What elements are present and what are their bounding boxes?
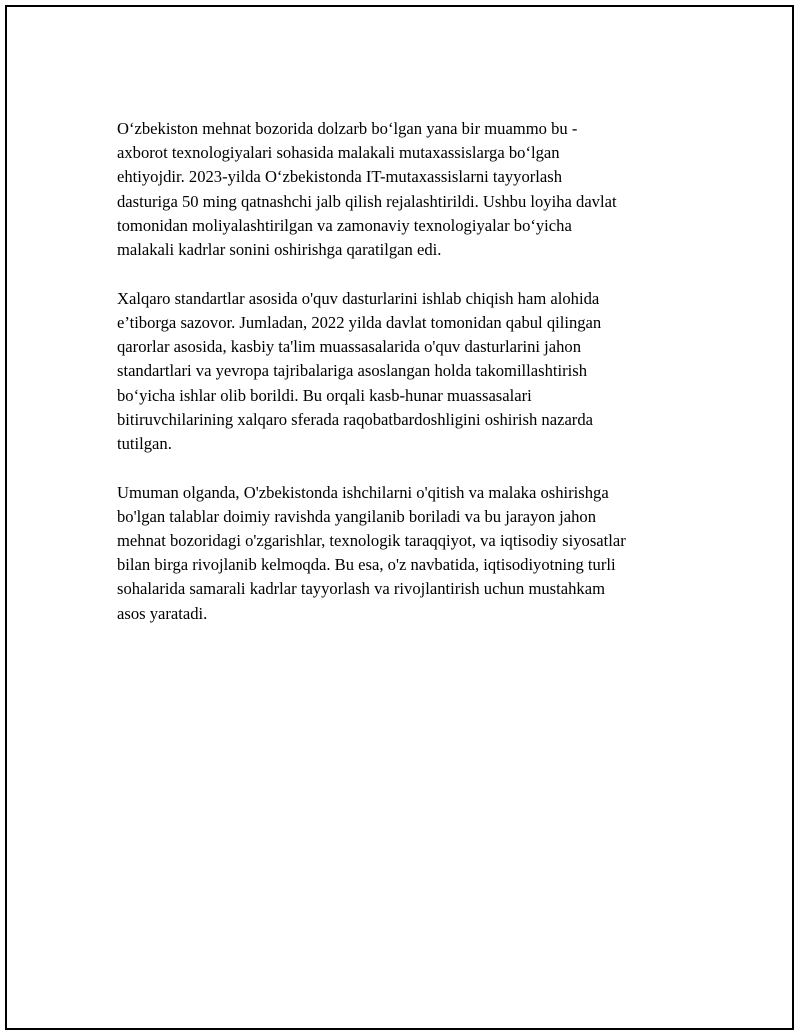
paragraph-line: sohalarida samarali kadrlar tayyorlash va rivojlantirish uchun mustahkam	[117, 579, 605, 599]
paragraph-line: qarorlar asosida, kasbiy ta'lim muassasalarida o'quv dasturlarini jahon	[117, 337, 582, 357]
paragraph-line: bo‘yicha ishlar olib borildi. Bu orqali kasb-hunar muassasalari	[117, 385, 532, 405]
paragraph-line: bilan birga rivojlanib kelmoqda. Bu esa, o'z navbatida, iqtisodiyotning turli	[117, 555, 616, 575]
paragraph-line: tomonidan moliyalashtirilgan va zamonaviy texnologiyalar bo‘yicha	[117, 215, 572, 235]
paragraph-line: mehnat bozoridagi o'zgarishlar, texnologik taraqqiyot, va iqtisodiy siyosatlar	[117, 531, 626, 551]
paragraph-line: bitiruvchilarining xalqaro sferada raqobatbardoshligini oshirish nazarda	[117, 409, 593, 429]
document-body	[117, 117, 687, 650]
paragraph-3	[117, 481, 687, 626]
paragraph-line: e’tiborga sazovor. Jumladan, 2022 yilda davlat tomonidan qabul qilingan	[117, 312, 602, 332]
paragraph-line: malakali kadrlar sonini oshirishga qaratilgan edi.	[117, 240, 442, 260]
paragraph-line: Xalqaro standartlar asosida o'quv dasturlarini ishlab chiqish ham alohida	[117, 288, 600, 308]
paragraph-line: bo'lgan talablar doimiy ravishda yangilanib boriladi va bu jarayon jahon	[117, 506, 597, 526]
paragraph-line: dasturiga 50 ming qatnashchi jalb qilish rejalashtirildi. Ushbu loyiha davlat	[117, 191, 617, 211]
paragraph-line: axborot texnologiyalari sohasida malakali mutaxassislarga bo‘lgan	[117, 143, 560, 163]
paragraph-line: Umuman olganda, O'zbekistonda ishchilarni o'qitish va malaka oshirishga	[117, 482, 609, 502]
paragraph-line: O‘zbekiston mehnat bozorida dolzarb bo‘lgan yana bir muammo bu -	[117, 119, 578, 138]
paragraph-2	[117, 287, 687, 456]
paragraph-1	[117, 117, 687, 262]
paragraph-line: standartlari va yevropa tajribalariga asoslangan holda takomillashtirish	[117, 361, 588, 381]
paragraph-line: asos yaratadi.	[117, 603, 208, 623]
paragraph-line: tutilgan.	[117, 433, 172, 453]
paragraph-line: ehtiyojdir. 2023-yilda O‘zbekistonda IT-mutaxassislarni tayyorlash	[117, 167, 563, 187]
